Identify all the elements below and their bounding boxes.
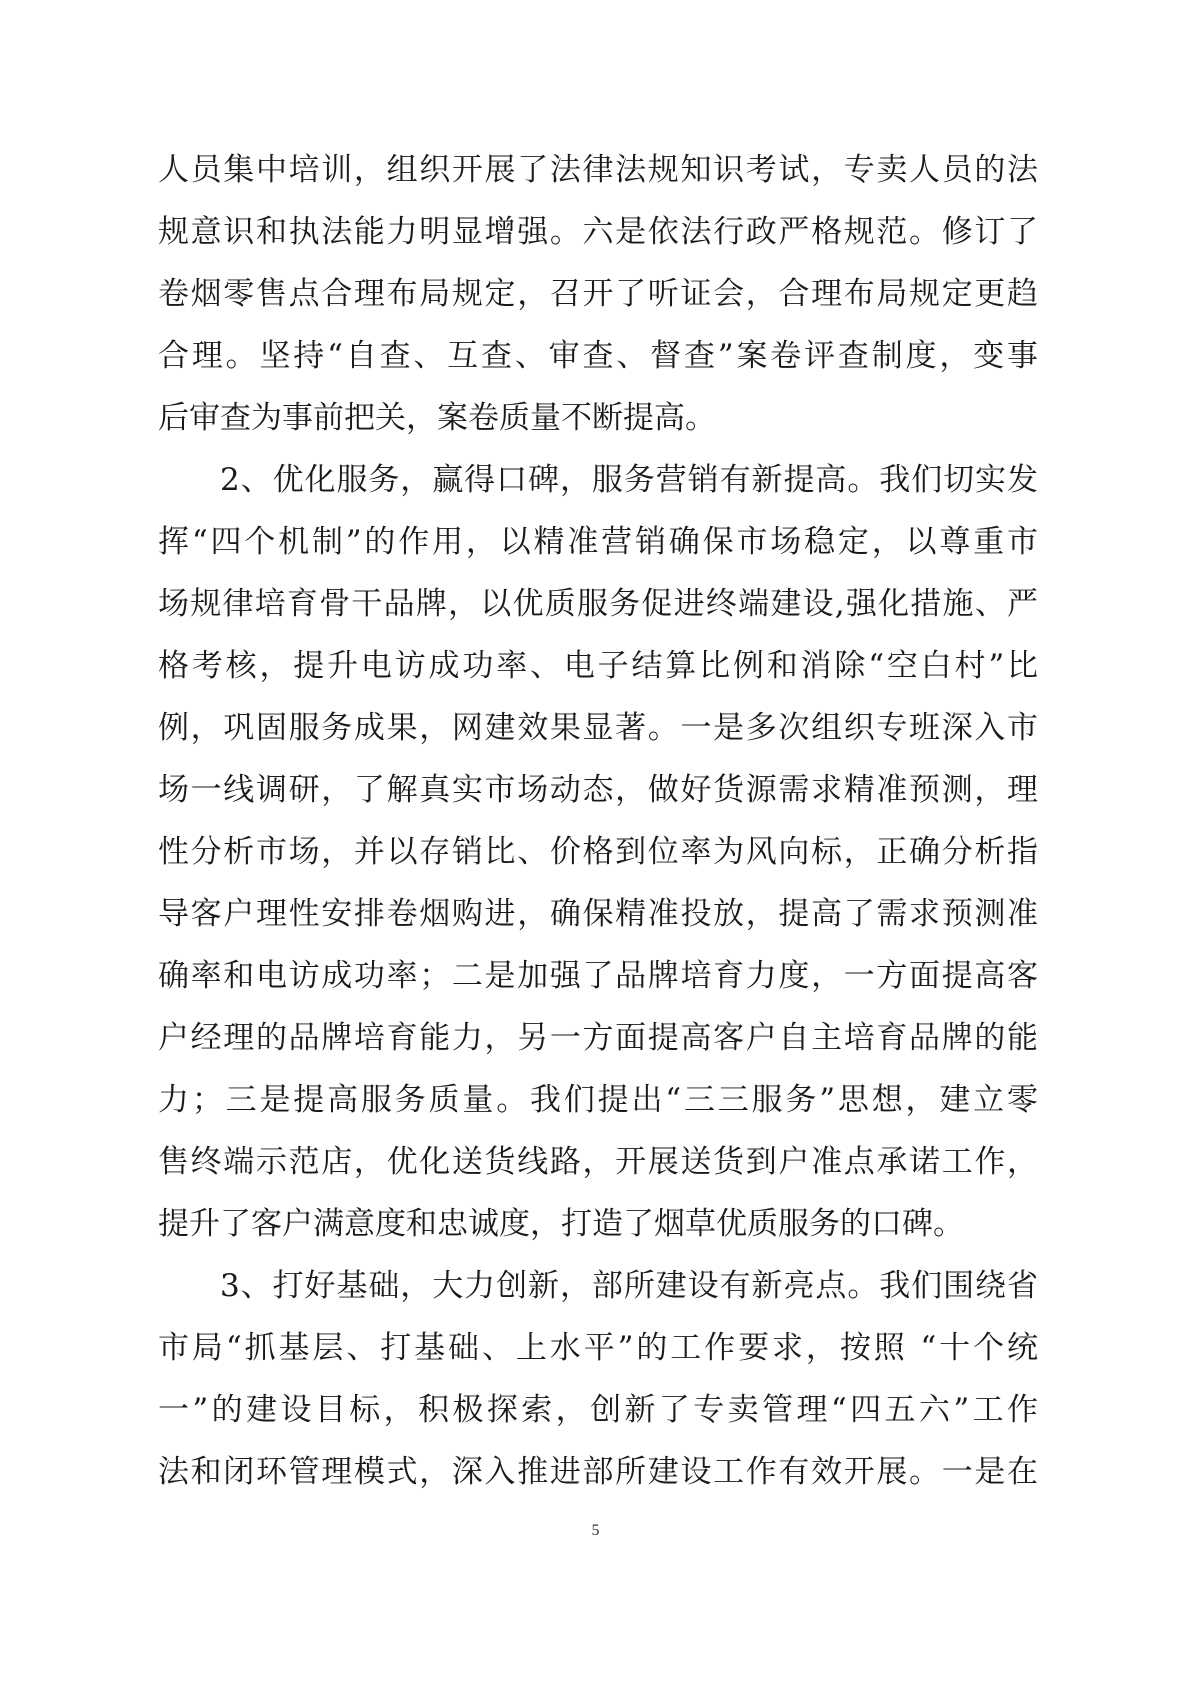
page-number: 5 xyxy=(591,1522,600,1539)
text-line: 规意识和执法能力明显增强。六是依法行政严格规范。修订了 xyxy=(158,214,1038,250)
text-line: 确率和电访成功率；二是加强了品牌培育力度，一方面提高客 xyxy=(158,958,1038,994)
text-line: 场一线调研，了解真实市场动态，做好货源需求精准预测，理 xyxy=(158,772,1038,808)
text-line: 格考核，提升电访成功率、电子结算比例和消除“空白村”比 xyxy=(158,648,1038,684)
text-line: 市局“抓基层、打基础、上水平”的工作要求，按照 “十个统 xyxy=(158,1330,1038,1366)
text-line: 提升了客户满意度和忠诚度，打造了烟草优质服务的口碑。 xyxy=(158,1206,964,1242)
text-line: 导客户理性安排卷烟购进，确保精准投放，提高了需求预测准 xyxy=(158,896,1038,932)
text-line: 户经理的品牌培育能力，另一方面提高客户自主培育品牌的能 xyxy=(158,1020,1038,1056)
text-line: 合理。坚持“自查、互查、审查、督查”案卷评查制度，变事 xyxy=(158,338,1038,374)
text-line: 场规律培育骨干品牌，以优质服务促进终端建设,强化措施、严 xyxy=(158,586,1038,622)
text-line: 人员集中培训，组织开展了法律法规知识考试，专卖人员的法 xyxy=(158,152,1038,188)
text-line: 后审查为事前把关，案卷质量不断提高。 xyxy=(158,400,716,436)
text-line: 性分析市场，并以存销比、价格到位率为风向标，正确分析指 xyxy=(158,834,1038,870)
text-line: 卷烟零售点合理布局规定，召开了听证会，合理布局规定更趋 xyxy=(158,276,1038,312)
text-line: 挥“四个机制”的作用，以精准营销确保市场稳定，以尊重市 xyxy=(158,524,1038,560)
paragraph-first-line: 2、优化服务，赢得口碑，服务营销有新提高。我们切实发 xyxy=(220,462,1038,498)
text-line: 法和闭环管理模式，深入推进部所建设工作有效开展。一是在 xyxy=(158,1454,1038,1490)
text-line: 力；三是提高服务质量。我们提出“三三服务”思想，建立零 xyxy=(158,1082,1038,1118)
text-line: 例，巩固服务成果，网建效果显著。一是多次组织专班深入市 xyxy=(158,710,1038,746)
paragraph-first-line: 3、打好基础，大力创新，部所建设有新亮点。我们围绕省 xyxy=(220,1268,1038,1304)
text-line: 售终端示范店，优化送货线路，开展送货到户准点承诺工作， xyxy=(158,1144,1038,1180)
text-line: 一”的建设目标，积极探索，创新了专卖管理“四五六”工作 xyxy=(158,1392,1038,1428)
